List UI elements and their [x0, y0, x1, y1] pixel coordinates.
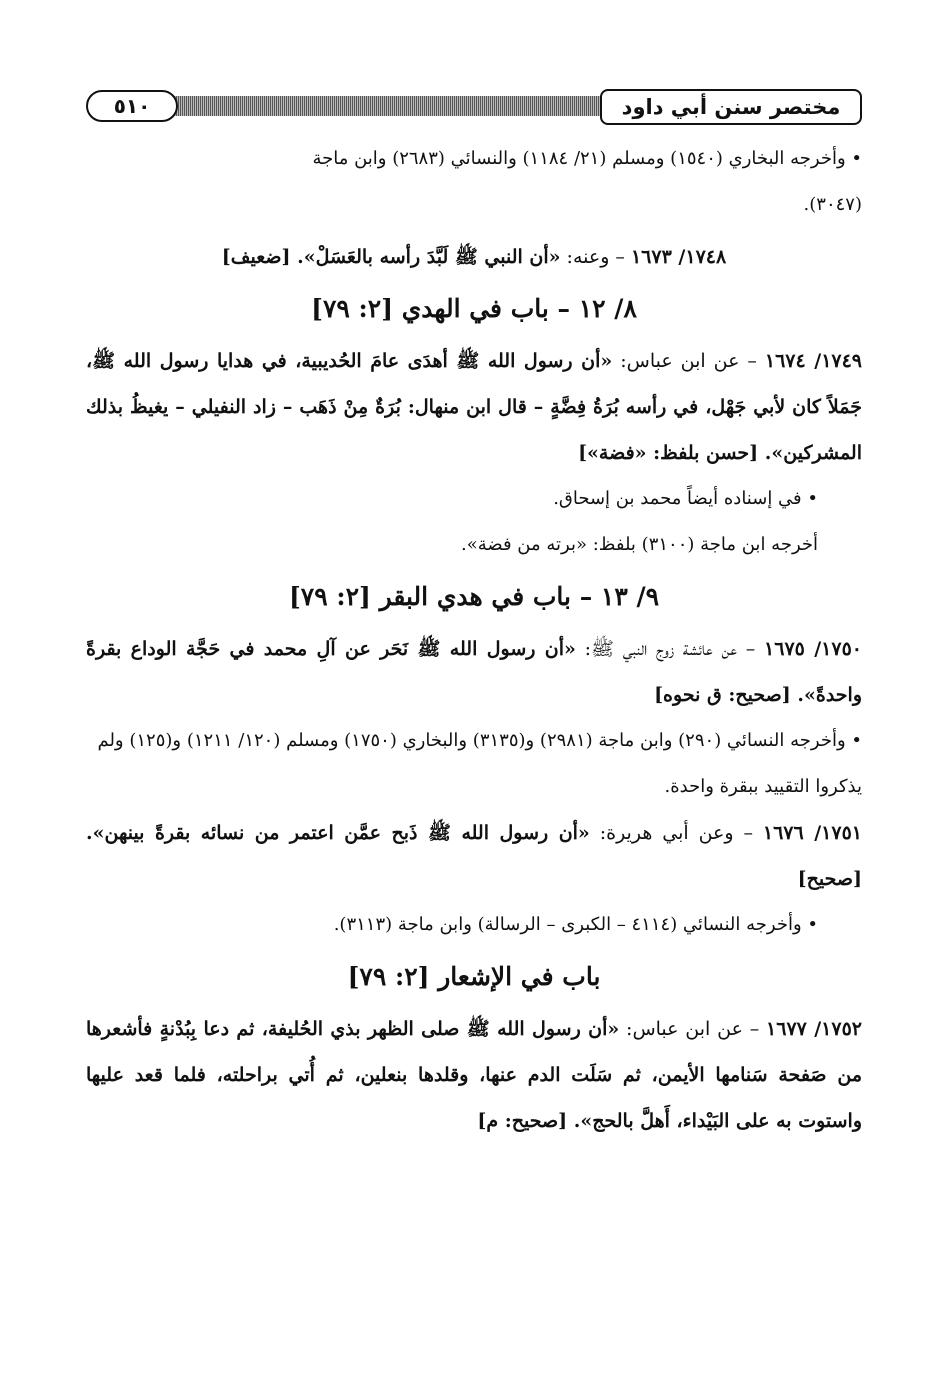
- hadith-text: «أن رسول الله ﷺ أهدَى عامَ الحُديبية، في هدايا رسول الله ﷺ، جَمَلاً كان لأبي جَهْل، في رأسه بُرَةُ فِضَّةٍ – قال ابن منهال: بُرَةٌ مِنْ ذَهَب – زاد النفيلي – يغيظُ بذلك المشركين».: [86, 350, 862, 464]
- chapter-heading: ٩/ ١٣ – باب في هدي البقر [٢: ٧٩]: [288, 582, 660, 611]
- hadith-intro: – عن عائشة زوج النبي ﷺ:: [575, 638, 765, 660]
- hadith-grade: [صحيح]: [797, 868, 862, 890]
- hadith-text: «أن رسول الله ﷺ نَحَر عن آلِ محمد في حَجَّة الوداع بقرةً واحدةً».: [86, 638, 862, 706]
- hadith-grade: [حسن بلفظ: «فضة»]: [578, 442, 765, 464]
- hadith-text: «أن رسول الله ﷺ صلى الظهر بذي الحُليفة، ثم دعا بِبُدْنةٍ فأشعرها من صَفحة سَنامها الأيمن، ثم سَلَت الدم عنها، وقلدها بنعلين، ثم أُتي براحلته، فلما قعد عليها واستوت به على البَيْداء، أَهلَّ بالحج».: [86, 1018, 862, 1132]
- hadith-intro: – عن ابن عباس:: [612, 350, 765, 372]
- page-content: [86, 136, 862, 1144]
- chapter-heading: ٨/ ١٢ – باب في الهدي [٢: ٧٩]: [311, 294, 637, 323]
- hadith-number: ١٧٤٨/ ١٦٧٣: [630, 246, 727, 268]
- hadith-text: «أن رسول الله ﷺ ذَبح عمَّن اعتمر من نسائه بقرةً بينهن».: [86, 822, 590, 844]
- hadith-text: «أن النبي ﷺ لَبَّدَ رأسه بالعَسَلْ».: [297, 246, 561, 268]
- hadith-number: ١٧٥١/ ١٦٧٦: [762, 822, 862, 844]
- footnote-line: • في إسناده أيضاً محمد بن إسحاق.: [553, 488, 818, 509]
- hadith-1751: [86, 810, 862, 902]
- hadith-intro: – وعنه:: [560, 246, 631, 268]
- hadith-grade: [صحيح: م]: [477, 1110, 574, 1132]
- footnote-line: • وأخرجه البخاري (١٥٤٠) ومسلم (٢١/ ١١٨٤) والنسائي (٢٦٨٣) وابن ماجة: [312, 148, 862, 169]
- book-title: مختصر سنن أبي داود: [600, 89, 862, 125]
- hadith-1749: [86, 338, 862, 476]
- footnote-line: • وأخرجه النسائي (٤١١٤ – الكبرى – الرسالة) وابن ماجة (٣١١٣).: [333, 914, 818, 935]
- hadith-intro: – عن ابن عباس:: [619, 1018, 767, 1040]
- footnote-line: أخرجه ابن ماجة (٣١٠٠) بلفظ: «برته من فضة».: [460, 534, 818, 555]
- hadith-number: ١٧٥٢/ ١٦٧٧: [766, 1018, 862, 1040]
- hadith-grade: [ضعيف]: [221, 246, 298, 268]
- footnote-line: • وأخرجه النسائي (٢٩٠) وابن ماجة (٢٩٨١) و(٣١٣٥) والبخاري (١٧٥٠) ومسلم (١٢٠/ ١٢١١) و(١٢٥) ولم يذكروا التقييد ببقرة واحدة.: [97, 730, 862, 797]
- page-header: [86, 84, 862, 132]
- hadith-1752: [86, 1006, 862, 1144]
- hadith-number: ١٧٤٩/ ١٦٧٤: [764, 350, 863, 372]
- hadith-number: ١٧٥٠/ ١٦٧٥: [764, 638, 862, 660]
- hadith-1748: [86, 234, 862, 280]
- chapter-heading: باب في الإشعار [٢: ٧٩]: [347, 962, 601, 991]
- hadith-intro: – وعن أبي هريرة:: [589, 822, 763, 844]
- header-decorative-band: [166, 96, 632, 116]
- hadith-grade: [صحيح: ق نحوه]: [654, 684, 798, 706]
- page-number: ٥١٠: [86, 90, 178, 122]
- hadith-1750: [86, 626, 862, 718]
- footnote-line: (٣٠٤٧).: [803, 194, 862, 215]
